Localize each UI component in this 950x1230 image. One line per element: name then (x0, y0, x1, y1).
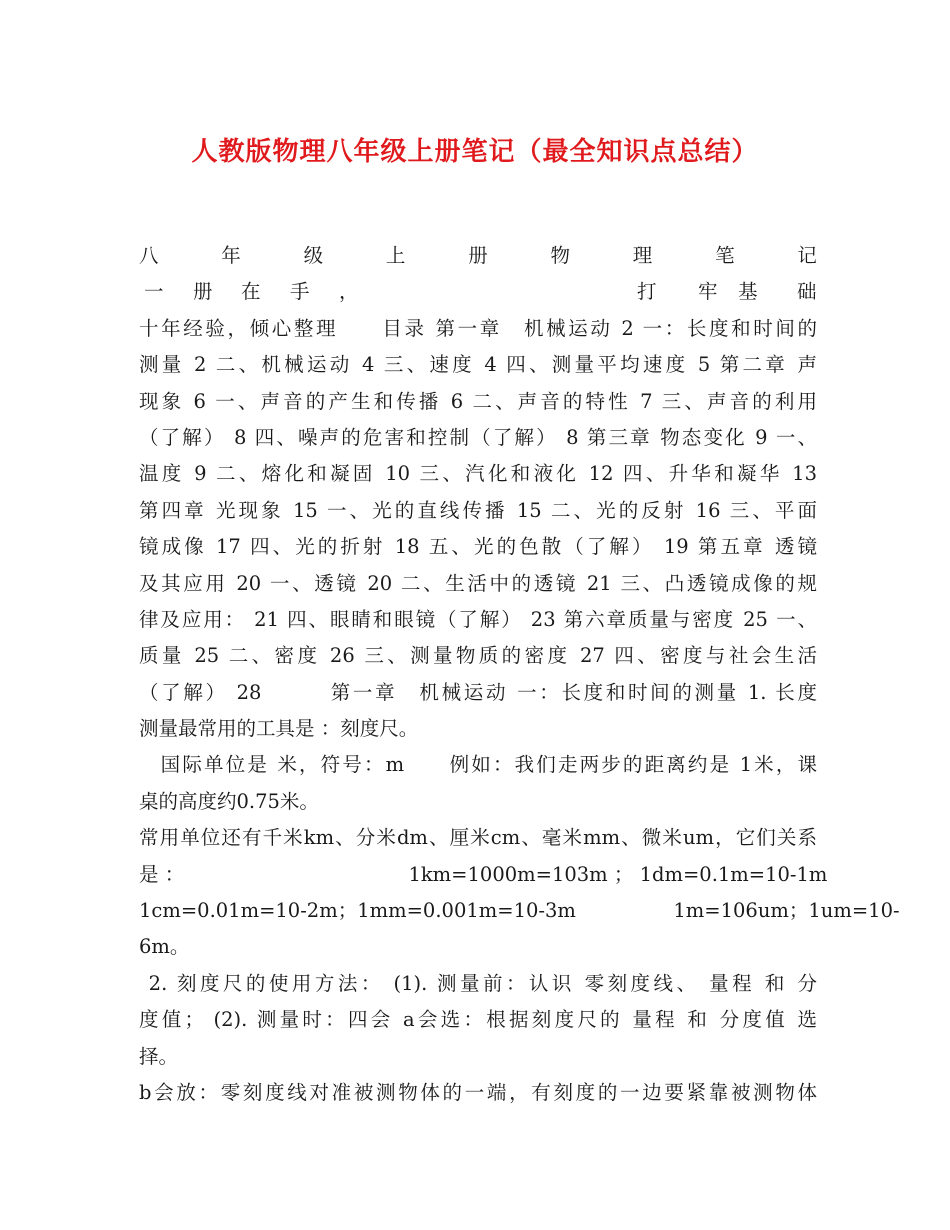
spaced-char: 笔 (715, 244, 735, 267)
spaced-char: 础 (797, 280, 817, 304)
spaced-char: 基 (738, 280, 758, 304)
body-line: 是 ： 1km=1000m=103m ； 1dm=0.1m=10-1m (139, 862, 828, 886)
spaced-char: 上 (385, 244, 406, 267)
body-line: 测量 2 二、机械运动 4 三、速度 4 四、测量平均速度 5 第二章 声 (139, 353, 817, 377)
body-line: 度值； (2). 测量时：四会 a会选：根据刻度尺的 量程 和 分度值 选 (139, 1008, 817, 1032)
body-line: 及其应用 20 一、透镜 20 二、生活中的透镜 21 三、凸透镜成像的规 (139, 571, 817, 595)
spaced-char: 册 (193, 280, 213, 304)
body-line: 十年经验，倾心整理 目录 第一章 机械运动 2 一：长度和时间的 (139, 316, 817, 340)
body-line: b会放：零刻度线对准被测物体的一端，有刻度的一边要紧靠被测物体 (139, 1080, 817, 1104)
spaced-char: 册 (468, 244, 488, 267)
spaced-char: 记 (797, 244, 817, 267)
body-line: 国际单位是 米，符号：m 例如：我们走两步的距离约是 1米，课 (139, 753, 817, 777)
body-line: 温度 9 二、熔化和凝固 10 三、汽化和液化 12 四、升华和凝华 13 (139, 462, 817, 486)
body-line: 2. 刻度尺的使用方法： (1). 测量前：认识 零刻度线、 量程 和 分 (139, 971, 817, 995)
heading-line-spaced (139, 238, 817, 274)
body-line: 择。 (139, 1044, 179, 1068)
document-body (139, 238, 900, 1111)
body-line: 1cm=0.01m=10-2m；1mm=0.001m=10-3m 1m=106um；1um=10- (139, 899, 900, 923)
spaced-char: 物 (550, 244, 570, 267)
body-line: 镜成像 17 四、光的折射 18 五、光的色散（了解） 19 第五章 透镜 (139, 535, 817, 559)
document-title: 人教版物理八年级上册笔记（最全知识点总结） (191, 137, 759, 167)
body-line: 律及应用： 21 四、眼睛和眼镜（了解） 23 第六章质量与密度 25 一、 (139, 607, 817, 631)
body-line: 桌的高度约0.75米。 (139, 789, 319, 813)
body-line: 现象 6 一、声音的产生和传播 6 二、声音的特性 7 三、声音的利用 (139, 389, 817, 413)
body-line: 测量最常用的工具是 ：刻度尺。 (139, 717, 419, 741)
spaced-char: 手 (290, 280, 310, 304)
spaced-char: 打 (637, 280, 657, 304)
slogan-line (139, 274, 817, 310)
spaced-char: 八 (139, 244, 159, 267)
spaced-char: 在 (241, 280, 261, 304)
body-line: 第四章 光现象 15 一、光的直线传播 15 二、光的反射 16 三、平面 (139, 498, 817, 522)
body-line: 常用单位还有千米km、分米dm、厘米cm、毫米mm、微米um，它们关系 (139, 826, 817, 850)
spaced-char: 级 (303, 244, 324, 267)
spaced-char: 牢 (698, 280, 718, 304)
spaced-char: 一 (144, 280, 164, 304)
body-line: （了解） 28 第一章 机械运动 一：长度和时间的测量 1. 长度 (139, 680, 817, 704)
body-line: 6m。 (139, 935, 190, 959)
spaced-char: 理 (632, 244, 653, 267)
spaced-char: 年 (221, 244, 241, 267)
spaced-char: ， (339, 280, 359, 304)
body-line: （了解） 8 四、噪声的危害和控制（了解） 8 第三章 物态变化 9 一、 (139, 425, 817, 449)
body-line: 质量 25 二、密度 26 三、测量物质的密度 27 四、密度与社会生活 (139, 644, 817, 668)
